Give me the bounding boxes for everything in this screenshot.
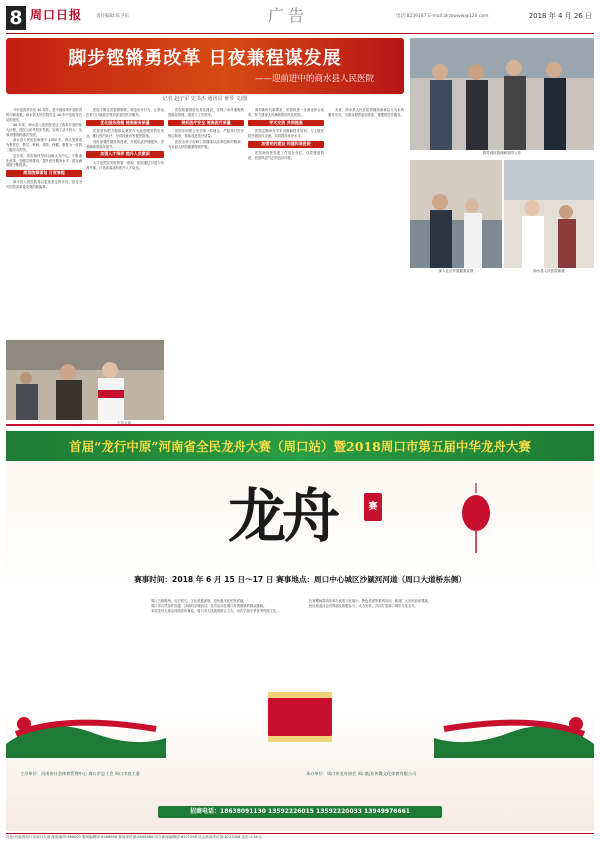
section-subhead: 狠抓医疗安全 提高医疗质量 xyxy=(168,120,244,127)
paragraph: 商水县人民医院将以更加坚定的步伐，奋力书写医院高质量发展的新篇章。 xyxy=(6,179,82,189)
newspaper-brand: 周口日报 xyxy=(30,8,83,22)
page-number: 8 xyxy=(6,6,26,30)
section-subhead: 加强人才培养 提升人员素质 xyxy=(86,151,164,158)
sponsor-phones: 招商电话：18638091130 13592226015 13592220033 13949976661 xyxy=(158,806,442,818)
feature-article xyxy=(6,38,594,426)
dragon-boat-illustration xyxy=(6,674,594,758)
drum-icon xyxy=(268,694,332,740)
seal-stamp: 赛 xyxy=(364,493,382,521)
photo-inspection xyxy=(410,38,594,150)
article-column-4 xyxy=(248,108,324,418)
ad-body-left xyxy=(144,599,294,614)
paragraph: 医院积极推进信息化建设，实现了诊疗流程的智能化管理，提高了工作效率。 xyxy=(168,108,244,117)
calligraphy-title: 龙舟 xyxy=(228,482,337,550)
section-subhead: 优化服务流程 提高服务质量 xyxy=(86,120,164,127)
paragraph: 周口市自然条件优越，沙颍河穿城而过，龙舟运动在周口有着深厚的群众基础。 xyxy=(151,604,267,608)
lantern-icon xyxy=(446,483,506,563)
article-column-3 xyxy=(168,108,244,418)
event-time-location: 赛事时间：2018 年 6 月 15 日～17 日 赛事地点：周口中心城区沙颍河河道（周口大道桥东侧） xyxy=(134,575,466,584)
byline: 记者 赵子军 史书杰 通讯员 黄琴 文/图 xyxy=(162,96,248,102)
section-subhead: 规划统筹谋划 日夜兼程 xyxy=(6,170,82,177)
photo-free-clinic xyxy=(6,340,164,420)
ad-body-right xyxy=(302,599,452,609)
paragraph: 医院始终把党建工作放在首位，以党建促院建，营造风清气正的良好环境。 xyxy=(248,150,324,160)
paragraph: 面对新时代新要求，医院将进一步深化综合改革，努力建设人民满意的现代化医院。 xyxy=(248,108,324,117)
ad-banner xyxy=(6,431,594,461)
photo-caption: 商水县人民医院新貌 xyxy=(533,269,565,273)
paragraph: 同时加强医德医风建设，开展优质护理服务，患者满意度逐年提升。 xyxy=(86,139,164,149)
section-title: 广告 xyxy=(268,6,309,25)
paragraph: 医院坚持把方便群众就医作为改进服务的出发点，推行预约诊疗、分时段就诊等便民措施。 xyxy=(86,129,164,139)
paragraph: 近年来，医院始终坚持以病人为中心，不断深化改革，加强学科建设，提升医疗服务水平，群众满意度不断提高。 xyxy=(6,153,82,168)
dragon-head-left xyxy=(17,717,31,731)
photo-hospital xyxy=(504,160,594,268)
dragon-head-right xyxy=(569,717,583,731)
paragraph: 热忱欢迎社会各界朋友积极参与、大力支持，共同打造周口城市文化名片。 xyxy=(309,604,418,608)
ad-title: 首届“龙行中原”河南省全民龙舟大赛（周口站）暨2018周口市第五届中华龙舟大赛 xyxy=(69,439,531,454)
article-column-2 xyxy=(86,108,164,338)
paragraph: 医院定期举办学术讲座和技术培训，与上级医院开展协作交流，共同提高诊疗水平。 xyxy=(248,129,324,139)
photo-community xyxy=(410,160,502,268)
section-subhead: 加强党的建设 构建和谐医院 xyxy=(248,141,324,148)
paragraph: 比赛期间将同步举办民俗文化展示、特色美食等系列活动，欢迎广大市民前来观赛。 xyxy=(309,599,431,603)
paragraph: 本届龙舟大赛由河南省体育局、周口市人民政府联合主办，旨在弘扬中华优秀传统文化。 xyxy=(151,609,280,613)
photo-caption: 深入社区开展健康宣教 xyxy=(438,269,474,273)
photo-scene xyxy=(410,38,594,150)
article-column-1 xyxy=(6,108,82,338)
photo-caption: 领导到医院调研指导工作 xyxy=(482,151,522,155)
subheadline: ——迎前进中的商水县人民医院 xyxy=(254,74,374,84)
paragraph: 人才是医院发展的第一资源。医院通过引进与培养并重，打造高素质的医疗人才队伍。 xyxy=(86,160,164,170)
masthead xyxy=(6,4,594,34)
paragraph: 未来，商水县人民医院将继续秉承以人为本的服务宗旨，为群众提供更加优质、便捷的医疗服务。 xyxy=(328,108,404,117)
contact-info: 电话:8239187 E-mail:zkrbwww@126.com xyxy=(396,14,489,19)
paragraph: 40 年来，商水县人民医院见证了改革开放的伟大历程，医院与时代同步发展，实现了从小到大、从弱到强的跨越式发展。 xyxy=(6,123,82,138)
co-organizers: 承办单位：周口市龙舟协会 周口报业传媒文化体育有限公司 xyxy=(306,771,417,776)
headline: 脚步铿锵勇改革 日夜兼程谋发展 xyxy=(68,48,342,69)
paragraph: 医院不断完善管理制度，规范诊疗行为，让群众在家门口就能享受到优质的医疗服务。 xyxy=(86,108,164,117)
dragon-boat-advertisement xyxy=(6,431,594,831)
photo-caption: 下乡义诊 xyxy=(117,421,131,425)
photo-scene xyxy=(410,160,502,268)
headline-banner xyxy=(6,38,404,94)
article-column-5 xyxy=(328,108,404,418)
paragraph: 今年是改革开放 40 周年。是中国改革开放取得的丰硕成果，商水县人民医院在这 40 年中也取得长足的进步。 xyxy=(6,108,82,122)
section-subhead: 学术交流 共同提高 xyxy=(248,120,324,127)
editor-info: 责任编辑:陈卫东 xyxy=(96,14,130,19)
paragraph: 商水县人民医院始建于 1950 年，现已发展成为集医疗、教学、科研、预防、保健、康复为一体的三级综合医院。 xyxy=(6,138,82,153)
organizers: 主办单位：河南省社会体育管理中心 周口市总工会 周口市直工委 xyxy=(20,771,140,776)
paragraph: 医院全体干部职工将继续以改革创新的精神，为全县人民的健康保驾护航。 xyxy=(168,139,244,149)
page-footer: 社址:河南省周口市周口大道 邮政编码:466000 要闻编辑部:8266698 要闻采访部:8599586 综合新闻编辑部:8221558 社会新闻采访部:8233306 定价:1.30元 xyxy=(6,833,594,845)
paragraph: 医院牢固树立安全第一的理念，严格执行医疗核心制度，持续改进医疗质量。 xyxy=(168,129,244,139)
photo-scene xyxy=(504,160,594,268)
photo-scene xyxy=(6,340,164,420)
issue-date: 2018 年 4 月 26 日 xyxy=(528,12,592,20)
paragraph: 周口古称陈州，历史悠久，文化底蕴深厚，是伏羲文化的发祥地。 xyxy=(151,599,247,603)
